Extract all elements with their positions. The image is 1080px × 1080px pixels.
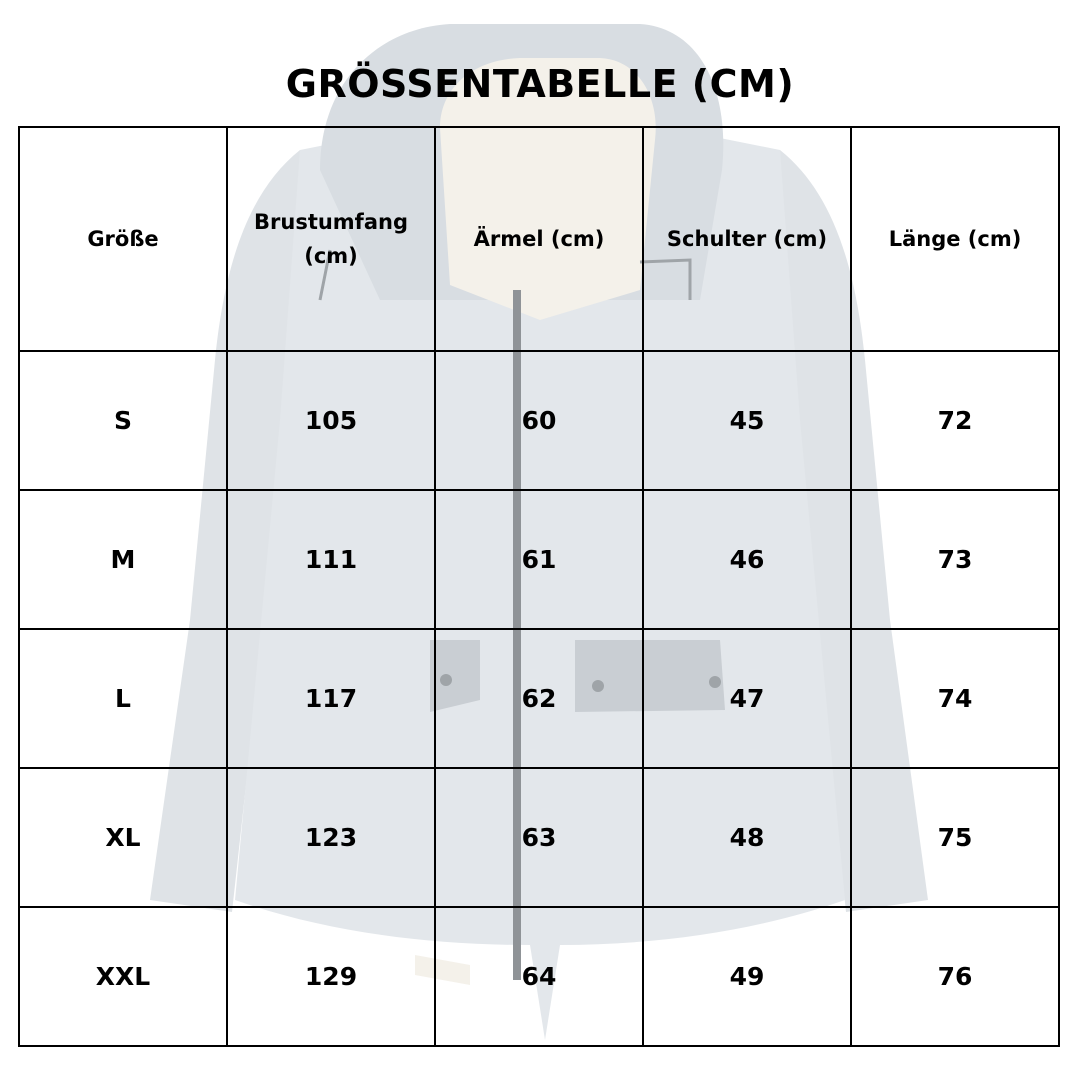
cell-size: XXL xyxy=(19,907,227,1046)
table-row xyxy=(19,351,1059,490)
table-row xyxy=(19,629,1059,768)
cell-sleeve: 61 xyxy=(435,490,643,629)
cell-shoulder: 47 xyxy=(643,629,851,768)
cell-chest: 117 xyxy=(227,629,435,768)
cell-chest: 129 xyxy=(227,907,435,1046)
cell-length: 72 xyxy=(851,351,1059,490)
cell-size: XL xyxy=(19,768,227,907)
cell-size: M xyxy=(19,490,227,629)
cell-chest: 123 xyxy=(227,768,435,907)
cell-size: S xyxy=(19,351,227,490)
cell-length: 74 xyxy=(851,629,1059,768)
cell-shoulder: 46 xyxy=(643,490,851,629)
header-shoulder: Schulter (cm) xyxy=(643,127,851,351)
header-length: Länge (cm) xyxy=(851,127,1059,351)
cell-length: 76 xyxy=(851,907,1059,1046)
table-row xyxy=(19,490,1059,629)
cell-shoulder: 45 xyxy=(643,351,851,490)
table-row xyxy=(19,907,1059,1046)
table-header-row xyxy=(19,127,1059,351)
cell-chest: 111 xyxy=(227,490,435,629)
cell-shoulder: 48 xyxy=(643,768,851,907)
cell-sleeve: 62 xyxy=(435,629,643,768)
size-table xyxy=(18,126,1060,1047)
cell-chest: 105 xyxy=(227,351,435,490)
table-row xyxy=(19,768,1059,907)
cell-length: 73 xyxy=(851,490,1059,629)
page-title: GRÖSSENTABELLE (CM) xyxy=(285,62,795,106)
cell-sleeve: 63 xyxy=(435,768,643,907)
cell-sleeve: 64 xyxy=(435,907,643,1046)
cell-size: L xyxy=(19,629,227,768)
header-sleeve: Ärmel (cm) xyxy=(435,127,643,351)
cell-shoulder: 49 xyxy=(643,907,851,1046)
header-size: Größe xyxy=(19,127,227,351)
cell-length: 75 xyxy=(851,768,1059,907)
cell-sleeve: 60 xyxy=(435,351,643,490)
header-chest: Brustumfang (cm) xyxy=(227,127,435,351)
